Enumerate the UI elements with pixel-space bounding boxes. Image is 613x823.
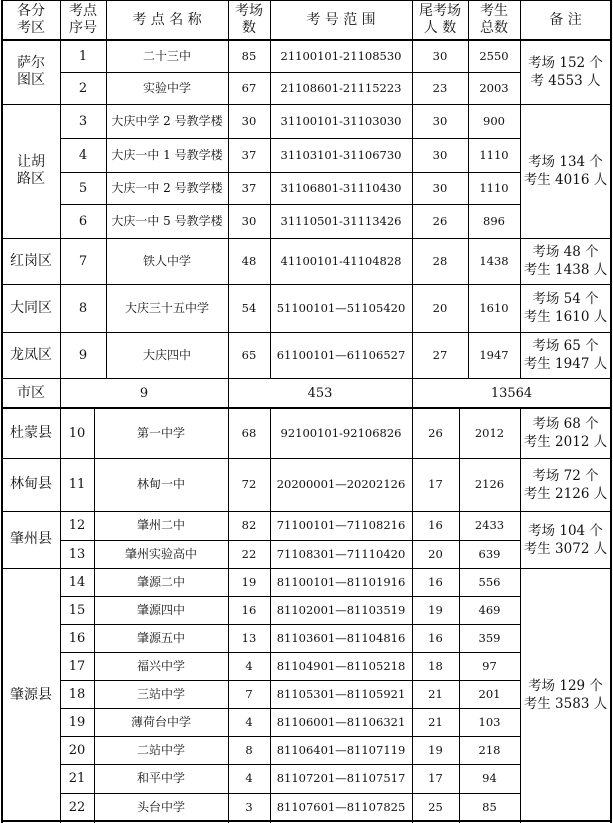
- total-cell: 2433: [474, 518, 505, 532]
- total-cell: 1438: [479, 253, 509, 268]
- site-name: 大庆三十五中学: [124, 300, 209, 315]
- range-cell: 81103601—81104816: [276, 630, 406, 645]
- range-cell: 81104901—81105218: [276, 658, 406, 673]
- seq-cell: 13: [68, 546, 86, 562]
- seq-cell: 18: [68, 686, 86, 702]
- grid-line: [60, 408, 61, 823]
- range-cell: 31103101-31106730: [280, 147, 402, 162]
- tail-cell: 17: [428, 771, 443, 785]
- grid-line: [1, 0, 3, 823]
- district-name: 大同区: [10, 299, 52, 316]
- grid-line: [412, 408, 413, 823]
- total-cell: 896: [483, 213, 505, 228]
- seq-cell: 11: [68, 477, 86, 492]
- county-note: 考场 68 个 考生 2012 人: [523, 416, 608, 450]
- grid-line: [228, 378, 229, 409]
- seq-cell: 22: [68, 800, 86, 815]
- grid-line: [228, 0, 229, 379]
- header-range: 考 号 范 围: [306, 11, 376, 28]
- range-cell: 31100101-31103030: [280, 113, 402, 128]
- grid-line: [60, 680, 521, 681]
- site-name: 肇源四中: [136, 602, 185, 617]
- site-name: 三站中学: [136, 686, 185, 701]
- header-district: 各分 考区: [17, 3, 45, 36]
- range-cell: 81102001—81103519: [276, 602, 406, 617]
- total-cell: 1110: [479, 180, 509, 195]
- tail-cell: 18: [428, 658, 443, 673]
- total-cell: 639: [478, 546, 501, 561]
- range-cell: 81107601—81107825: [276, 800, 406, 814]
- county-note: 考场 72 个 考生 2126 人: [523, 467, 608, 502]
- tail-cell: 30: [432, 48, 448, 63]
- summary-sites: 9: [139, 385, 149, 401]
- total-cell: 556: [478, 574, 501, 589]
- total-cell: 201: [478, 686, 501, 701]
- header-note: 备 注: [549, 11, 582, 28]
- site-name: 大庆四中: [142, 347, 191, 362]
- total-cell: 97: [482, 658, 497, 673]
- seq-cell: 2: [78, 80, 88, 96]
- grid-line: [412, 378, 413, 409]
- tail-cell: 27: [432, 347, 448, 362]
- total-cell: 1110: [479, 147, 509, 162]
- district-note: 考场 65 个 考生 1947 人: [523, 338, 608, 372]
- grid-line: [106, 0, 107, 379]
- rooms-cell: 30: [241, 213, 257, 228]
- site-name: 二站中学: [136, 742, 185, 757]
- district-name: 红岗区: [10, 252, 52, 269]
- grid-line: [412, 0, 413, 379]
- total-cell: 94: [482, 771, 497, 785]
- grid-line: [60, 378, 61, 409]
- rooms-cell: 72: [241, 477, 257, 491]
- site-name: 二十三中: [142, 48, 191, 63]
- range-cell: 31110501-31113426: [280, 213, 402, 228]
- site-name: 肇州实验高中: [124, 546, 197, 561]
- header-tail: 尾考场 人 数: [419, 3, 461, 36]
- rooms-cell: 22: [241, 546, 257, 561]
- tail-cell: 17: [428, 477, 443, 491]
- tail-cell: 23: [432, 80, 448, 95]
- district-name: 龙凤区: [10, 346, 52, 363]
- site-name: 林甸一中: [136, 477, 185, 491]
- range-cell: 31106801-31110430: [280, 180, 402, 195]
- tail-cell: 20: [428, 546, 443, 561]
- summary-label: 市区: [17, 384, 45, 401]
- range-cell: 51100101—51105420: [276, 300, 406, 315]
- rooms-cell: 85: [241, 48, 257, 63]
- tail-cell: 21: [428, 714, 443, 729]
- site-name: 肇源五中: [136, 630, 185, 645]
- seq-cell: 6: [78, 213, 88, 229]
- total-cell: 2126: [474, 477, 505, 491]
- grid-line: [60, 793, 521, 794]
- rooms-cell: 67: [241, 80, 257, 95]
- total-cell: 218: [478, 742, 501, 757]
- district-note: 考场 134 个 考生 4016 人: [523, 154, 608, 188]
- seq-cell: 8: [78, 300, 88, 316]
- range-cell: 21108601-21115223: [280, 80, 402, 95]
- rooms-cell: 4: [245, 771, 253, 785]
- site-name: 肇源二中: [136, 574, 185, 589]
- seq-cell: 20: [68, 742, 86, 758]
- header-total: 考生 总数: [480, 3, 508, 36]
- rooms-cell: 30: [241, 113, 257, 128]
- site-name: 福兴中学: [136, 658, 185, 673]
- tail-cell: 28: [432, 253, 448, 268]
- grid-line: [60, 172, 521, 173]
- tail-cell: 21: [428, 686, 443, 701]
- total-cell: 2003: [479, 80, 509, 95]
- seq-cell: 21: [68, 771, 86, 786]
- range-cell: 81106001—81106321: [276, 714, 406, 729]
- tail-cell: 20: [432, 300, 448, 315]
- range-cell: 81106401—81107119: [276, 742, 406, 757]
- rooms-cell: 7: [245, 686, 253, 701]
- tail-cell: 16: [428, 574, 443, 589]
- site-name: 头台中学: [136, 800, 185, 814]
- site-name: 第一中学: [136, 425, 185, 440]
- tail-cell: 25: [428, 800, 443, 814]
- rooms-cell: 82: [241, 518, 257, 532]
- total-cell: 359: [478, 630, 501, 645]
- county-name: 杜蒙县: [10, 424, 52, 441]
- total-cell: 2012: [474, 425, 505, 440]
- grid-line: [60, 138, 521, 139]
- total-cell: 1610: [479, 300, 509, 315]
- total-cell: 1947: [479, 347, 509, 362]
- header-seq: 考点 序号: [69, 3, 97, 36]
- seq-cell: 14: [68, 574, 86, 590]
- seq-cell: 4: [78, 147, 88, 163]
- site-name: 大庆一中 1 号教学楼: [111, 147, 223, 162]
- grid-line: [270, 0, 271, 379]
- rooms-cell: 3: [245, 800, 253, 814]
- grid-line: [60, 0, 61, 379]
- tail-cell: 30: [432, 113, 448, 128]
- site-name: 铁人中学: [142, 253, 191, 268]
- grid-line: [60, 72, 521, 73]
- range-cell: 92100101-92106826: [280, 425, 402, 440]
- total-cell: 900: [483, 113, 505, 128]
- seq-cell: 3: [78, 113, 88, 129]
- tail-cell: 30: [432, 180, 448, 195]
- rooms-cell: 4: [245, 658, 253, 673]
- seq-cell: 7: [78, 253, 88, 269]
- rooms-cell: 48: [241, 253, 257, 268]
- grid-line: [60, 652, 521, 653]
- summary-rooms: 453: [307, 385, 333, 401]
- total-cell: 2550: [479, 48, 509, 63]
- site-name: 和平中学: [136, 771, 185, 785]
- rooms-cell: 54: [241, 300, 257, 315]
- grid-line: [459, 408, 460, 823]
- range-cell: 41100101-41104828: [280, 253, 402, 268]
- county-note: 考场 129 个 考生 3583 人: [523, 678, 608, 712]
- range-cell: 20200001—20202126: [276, 477, 406, 491]
- site-name: 大庆中学 2 号教学楼: [111, 113, 223, 128]
- total-cell: 85: [482, 800, 497, 814]
- site-name: 大庆一中 5 号教学楼: [111, 213, 223, 228]
- seq-cell: 5: [78, 180, 88, 196]
- rooms-cell: 4: [245, 714, 253, 729]
- seq-cell: 16: [68, 630, 86, 646]
- district-note: 考场 152 个 考 4553 人: [528, 55, 603, 89]
- summary-students: 13564: [490, 385, 533, 401]
- grid-line: [60, 624, 521, 625]
- range-cell: 71100101—71108216: [276, 518, 406, 532]
- grid-line: [94, 408, 95, 823]
- grid-line: [60, 708, 521, 709]
- seq-cell: 19: [68, 714, 86, 730]
- total-cell: 103: [478, 714, 501, 729]
- site-name: 大庆一中 2 号教学楼: [111, 180, 223, 195]
- grid-line: [520, 0, 521, 379]
- county-name: 林甸县: [10, 476, 52, 492]
- tail-cell: 19: [428, 742, 443, 757]
- tail-cell: 16: [428, 630, 443, 645]
- seq-cell: 12: [68, 518, 86, 533]
- site-name: 薄荷台中学: [130, 714, 191, 729]
- site-name: 肇州二中: [136, 518, 185, 532]
- district-note: 考场 54 个 考生 1610 人: [523, 291, 608, 325]
- range-cell: 21100101-21108530: [280, 48, 402, 63]
- tail-cell: 19: [428, 602, 443, 617]
- grid-line: [228, 408, 229, 823]
- grid-line: [60, 764, 521, 765]
- range-cell: 61100101—61106527: [276, 347, 406, 362]
- grid-line: [60, 736, 521, 737]
- site-name: 实验中学: [142, 80, 191, 95]
- county-name: 肇源县: [10, 686, 52, 703]
- seq-cell: 9: [78, 347, 88, 363]
- grid-line: [60, 204, 521, 205]
- rooms-cell: 13: [241, 630, 257, 645]
- rooms-cell: 8: [245, 742, 253, 757]
- grid-line: [60, 596, 521, 597]
- seq-cell: 1: [78, 48, 88, 64]
- county-note: 考场 104 个 考生 3072 人: [523, 522, 608, 557]
- grid-line: [60, 540, 521, 541]
- grid-line: [270, 408, 271, 823]
- district-name: 萨尔 图区: [17, 55, 45, 88]
- range-cell: 81105301—81105921: [276, 686, 406, 701]
- tail-cell: 16: [428, 518, 443, 532]
- district-name: 让胡 路区: [17, 154, 45, 187]
- total-cell: 469: [478, 602, 501, 617]
- seq-cell: 15: [68, 602, 86, 618]
- tail-cell: 30: [432, 147, 448, 162]
- rooms-cell: 65: [241, 347, 257, 362]
- rooms-cell: 19: [241, 574, 257, 589]
- range-cell: 71108301—71110420: [276, 546, 406, 561]
- grid-line: [468, 0, 469, 379]
- tail-cell: 26: [432, 213, 448, 228]
- district-note: 考场 48 个 考生 1438 人: [523, 244, 608, 278]
- rooms-cell: 37: [241, 180, 257, 195]
- seq-cell: 10: [68, 425, 86, 441]
- rooms-cell: 37: [241, 147, 257, 162]
- rooms-cell: 16: [241, 602, 257, 617]
- header-site: 考 点 名 称: [132, 11, 202, 28]
- grid-line: [520, 408, 521, 823]
- grid-line: [610, 0, 612, 823]
- rooms-cell: 68: [241, 425, 257, 440]
- county-name: 肇州县: [10, 531, 52, 547]
- tail-cell: 26: [428, 425, 443, 440]
- seq-cell: 17: [68, 658, 86, 674]
- range-cell: 81107201—81107517: [276, 771, 406, 785]
- header-rooms: 考场 数: [235, 3, 263, 36]
- range-cell: 81100101—81101916: [276, 574, 406, 589]
